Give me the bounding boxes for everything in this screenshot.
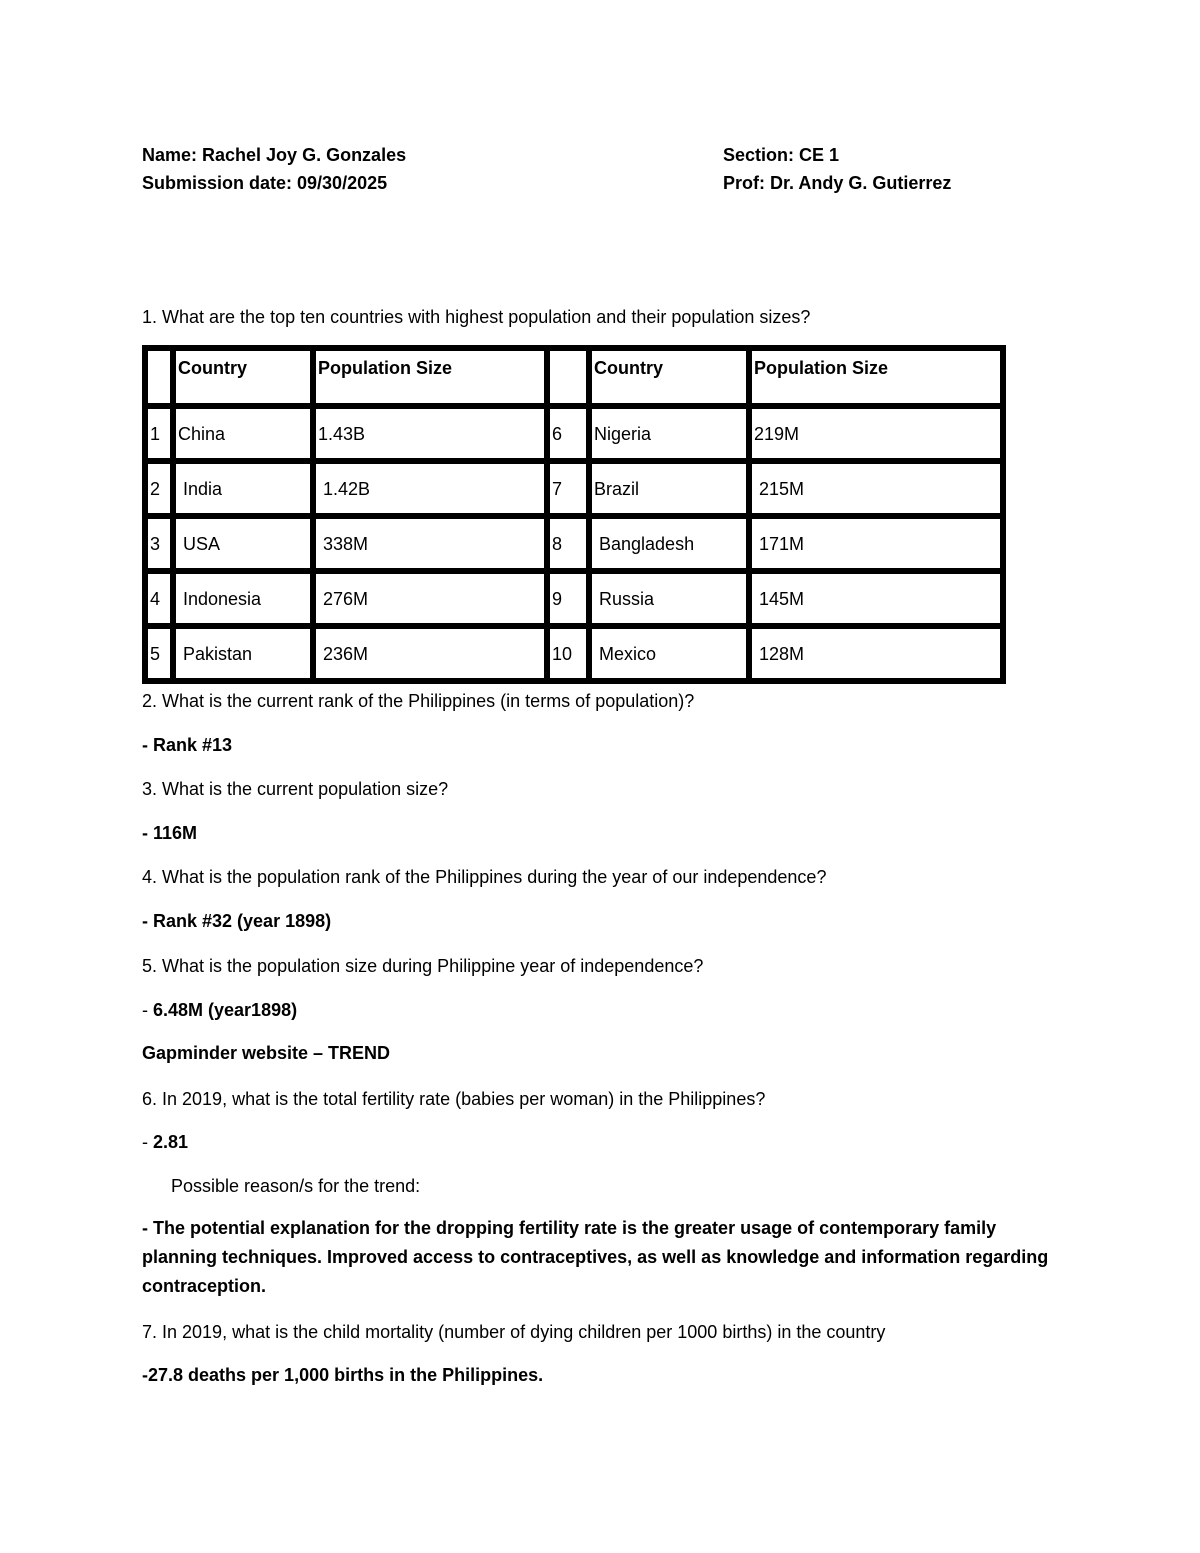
population-cell: 1.43B [313,406,547,461]
question-4: 4. What is the population rank of the Philippines during the year of our independence? [142,867,827,887]
population-cell: 1.42B [313,461,547,516]
country-cell: USA [173,516,313,571]
population-cell: 171M [749,516,1003,571]
rank-cell: 3 [145,516,173,571]
population-header: Population Size [313,348,547,406]
reason-label: Possible reason/s for the trend: [171,1176,421,1196]
table-header-row [145,348,1003,406]
population-header: Population Size [749,348,1003,406]
country-cell: Mexico [589,626,749,681]
question-6: 6. In 2019, what is the total fertility rate (babies per woman) in the Philippines? [142,1089,766,1109]
answer-5 [142,998,297,1022]
rank-header-cell [547,348,589,406]
answer-2: - Rank #13 [142,735,233,755]
answer-3: - 116M [142,823,198,843]
rank-cell: 6 [547,406,589,461]
question-7: 7. In 2019, what is the child mortality (number of dying children per 1000 births) in the country [142,1322,886,1342]
reason-text: - The potential explanation for the dropping fertility rate is the greater usage of contemporary family planning techniques. Improved access to contraceptives, as well as knowledge and information regarding contraception. [142,1218,1049,1296]
rank-cell: 8 [547,516,589,571]
answer-7: -27.8 deaths per 1,000 births in the Philippines. [142,1365,544,1385]
student-name: Name: Rachel Joy G. Gonzales [142,145,407,165]
question-3: 3. What is the current population size? [142,779,449,799]
answer-6-prefix: - [142,1132,153,1152]
answer-6 [142,1130,188,1154]
rank-cell: 1 [145,406,173,461]
country-cell: Bangladesh [589,516,749,571]
rank-cell: 10 [547,626,589,681]
gapminder-heading: Gapminder website – TREND [142,1043,391,1063]
answer-5-prefix: - [142,1000,153,1020]
professor: Prof: Dr. Andy G. Gutierrez [723,173,952,193]
question-2: 2. What is the current rank of the Philippines (in terms of population)? [142,691,695,711]
population-cell: 145M [749,571,1003,626]
population-cell: 276M [313,571,547,626]
rank-cell: 2 [145,461,173,516]
country-cell: Indonesia [173,571,313,626]
submission-date: Submission date: 09/30/2025 [142,173,388,193]
table-row [145,626,1003,681]
rank-cell: 4 [145,571,173,626]
country-cell: Russia [589,571,749,626]
population-cell: 128M [749,626,1003,681]
country-cell: Brazil [589,461,749,516]
population-cell: 338M [313,516,547,571]
section: Section: CE 1 [723,145,840,165]
rank-cell: 5 [145,626,173,681]
population-cell: 219M [749,406,1003,461]
rank-cell: 7 [547,461,589,516]
country-cell: China [173,406,313,461]
rank-cell: 9 [547,571,589,626]
question-5: 5. What is the population size during Philippine year of independence? [142,956,704,976]
table-row [145,571,1003,626]
table-row [145,406,1003,461]
country-header: Country [173,348,313,406]
answer-6-value: 2.81 [153,1132,189,1152]
country-cell: India [173,461,313,516]
population-cell: 236M [313,626,547,681]
answer-5-value: 6.48M (year1898) [153,1000,298,1020]
table-row [145,461,1003,516]
country-header: Country [589,348,749,406]
country-cell: Nigeria [589,406,749,461]
population-table [142,345,1006,684]
answer-4: - Rank #32 (year 1898) [142,911,332,931]
question-1: 1. What are the top ten countries with highest population and their population sizes? [142,307,811,327]
population-cell: 215M [749,461,1003,516]
rank-header-cell [145,348,173,406]
table-row [145,516,1003,571]
country-cell: Pakistan [173,626,313,681]
